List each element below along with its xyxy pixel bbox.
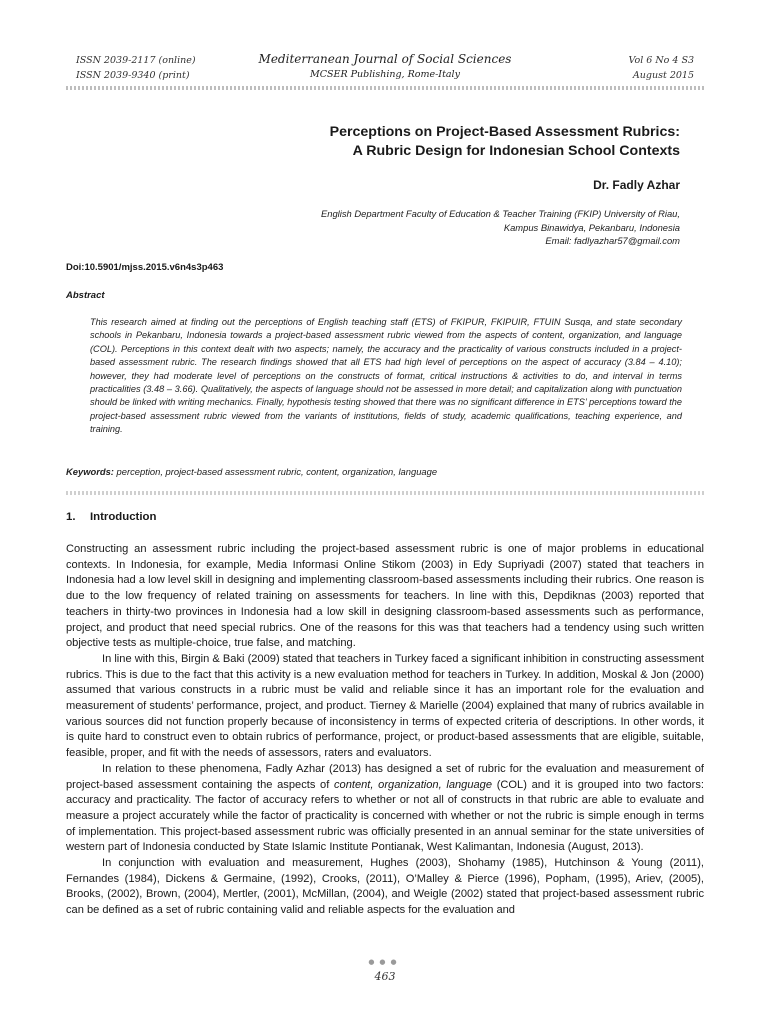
page-number: 463 (374, 970, 396, 983)
issue-date: August 2015 (632, 70, 694, 81)
section-heading (66, 511, 156, 523)
issn-print: ISSN 2039-9340 (print) (76, 70, 190, 81)
issn-online: ISSN 2039-2117 (online) (76, 55, 196, 66)
header-issn (76, 53, 196, 83)
paragraph-4: In conjunction with evaluation and measurement, Hughes (2003), Shohamy (1985), Hutchinson & Young (2011), Fernandes (1984), Dickens & Germaine, (1992), Crooks, (2011), O’Malley & Pierce (1996), Popham, (1995), Ariev, (2005), Brooks, (2002), Brown, (2004), Mertler, (2001), McMillan, (2004), and Weigle (2002) stated that project-based assessment rubric can be defined as a set of rubric containing valid and reliable aspects for the evaluation and (66, 857, 704, 917)
title-line-1: Perceptions on Project-Based Assessment Rubrics: (329, 124, 680, 140)
paragraph-3-end: (COL) and it is grouped into two factors: accuracy and practicality. The factor of accuracy refers to whether or not all of constructs in that rubric are able to evaluate and measure a project accurately while the factor of practicality is concerned with whether or not the rubric is simple enough in terms of implementation. This project-based assessment rubric was officially presented in an annual seminar for the state universities of western part of Indonesia conducted by State Islamic Institute Pontianak, West Kalimantan, Indonesia (August, 2013). (66, 778, 704, 854)
publisher-name: MCSER Publishing, Rome-Italy (310, 69, 460, 80)
header-volume (629, 53, 695, 83)
author-name: Dr. Fadly Azhar (593, 178, 680, 192)
header-journal (230, 51, 540, 83)
footer-dots: ●●● (368, 958, 402, 966)
keywords-label: Keywords: (66, 466, 114, 477)
header-divider (66, 86, 704, 90)
paragraph-1: Constructing an assessment rubric including the project-based assessment rubric is one of major problems in educational contexts. In Indonesia, for example, Media Informasi Online Stikom (2003) in Edy Supriyadi (2007) stated that teachers in Indonesia had a low level skill in designing and implementing classroom-based assessments including their rubrics. One reason is due to the low frequency of related training on assessments for teachers. In line with this, Depdiknas (2003) reported that teachers in thirty-two provinces in Indonesia had a low skill in designing classroom-based assessments such as performance, project, and product that need special rubrics. One of the reasons for this was that teachers had a tendency using such written objective tests as multiple-choice, true false, and matching. (66, 543, 704, 650)
section-title: Introduction (90, 511, 157, 523)
keywords-list: perception, project-based assessment rubric, content, organization, language (116, 466, 438, 477)
affiliation-email: Email: fadlyazhar57@gmail.com (545, 235, 680, 246)
journal-name: Mediterranean Journal of Social Sciences (258, 52, 512, 66)
section-number: 1. (66, 511, 76, 523)
paper-title (160, 123, 680, 161)
author-affiliation (120, 207, 680, 248)
paragraph-3-start: In relation to these phenomena, Fadly Azhar (2013) has designed a set of rubric for the evaluation and measurement of project-based assessment containing the aspects of (66, 762, 704, 791)
keywords (66, 466, 706, 477)
keywords-divider (66, 491, 704, 495)
paragraph-3-emphasis: content, organization, language (334, 778, 493, 791)
affiliation-line-2: Kampus Binawidya, Pekanbaru, Indonesia (503, 221, 680, 233)
body-text (66, 542, 704, 919)
volume-number: Vol 6 No 4 S3 (628, 55, 694, 66)
abstract-text: This research aimed at finding out the perceptions of English teaching staff (ETS) of FKIPUR, FKIPUIR, FTUIN Susqa, and state secondary schools in Pekanbaru, Indonesia towards a project-based assessment rubric viewed from the aspects of content, organization, and language (COL). Perceptions in this context dealt with two aspects; namely, the accuracy and the practicality of various constructs included in a project-based assessment rubric. The research findings showed that all ETS had high level of perceptions on the aspect of accuracy (3.84 – 4.10); however, they had moderate level of perceptions on the constructs of format, critical instructions & activities to do, and interval in terms practicalities (3.48 – 3.66). Qualitatively, the aspects of language should not be assessed in more detail; and capitalization along with punctuation should be linked with writing mechanics. Finally, hypothesis testing showed that there was no significant difference in ETS’ perceptions toward the project-based assessment rubric viewed from the variants of institutions, fields of study, academic qualifications, teaching experience, and training. (90, 317, 682, 435)
doi: Doi:10.5901/mjss.2015.v6n4s3p463 (66, 262, 224, 273)
paragraph-3 (66, 762, 704, 856)
abstract-heading: Abstract (66, 290, 105, 301)
affiliation-line-1: English Department Faculty of Education & Teacher Training (FKIP) University of Riau, (320, 208, 680, 219)
paragraph-2: In line with this, Birgin & Baki (2009) stated that teachers in Turkey faced a significant inhibition in constructing assessment rubrics. This is due to the fact that this activity is a new evaluation method for teachers in Turkey. In addition, Moskal & Jon (2000) assumed that various constructs in a rubric must be valid and reliable since it has an important role for the evaluation and measurement of students’ performance, project, and product. Tierney & Marielle (2004) explained that many of rubrics available in various sources did not function properly because of inconsistency in terms of expected criteria of descriptions. In other words, it is quite hard to construct even to obtain rubrics of performance, project, or product-based assessments that are eligible, suitable, feasible, proper, and fit with the needs of assessors, raters and evaluators. (66, 652, 704, 760)
title-line-2: A Rubric Design for Indonesian School Contexts (352, 143, 680, 159)
